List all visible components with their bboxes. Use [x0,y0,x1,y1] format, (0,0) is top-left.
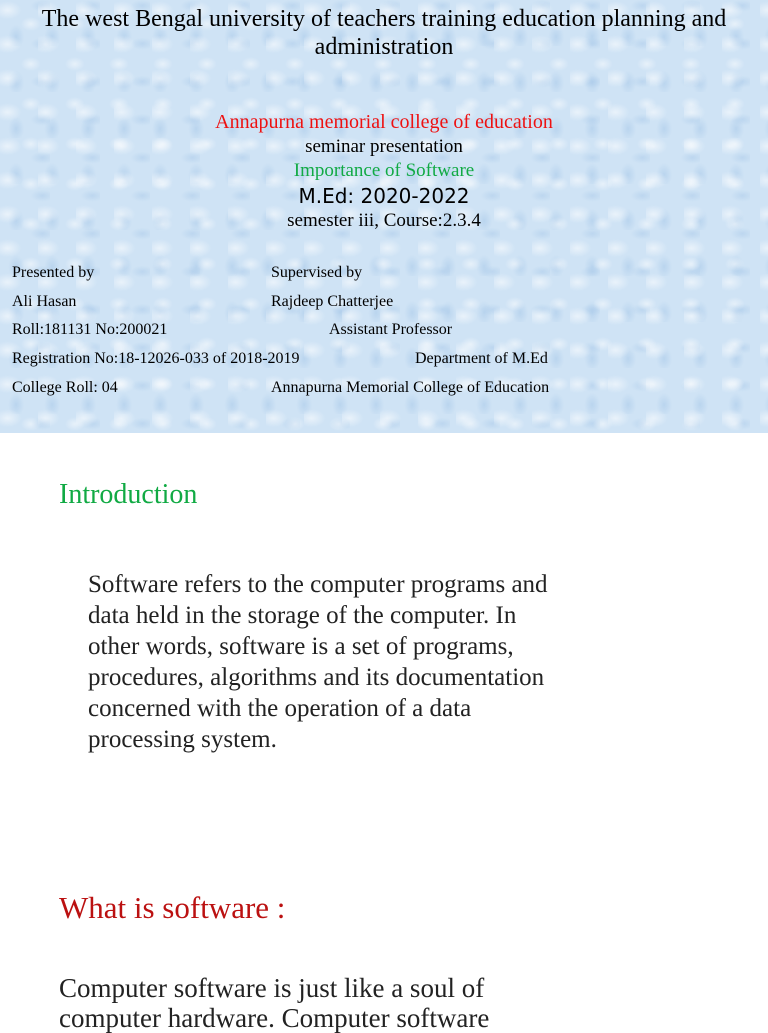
seminar-label: seminar presentation [305,136,463,157]
title-slide [0,0,768,433]
supervisor-designation: Assistant Professor [329,321,453,338]
topic-title: Importance of Software [293,160,475,181]
college-name: Annapurna memorial college of education [215,111,553,133]
med-session: M.Ed: 2020-2022 [298,184,470,208]
semester-course: semester iii, Course:2.3.4 [287,210,481,231]
university-title: The west Bengal university of teachers training education planning and administration [41,6,727,60]
presenter-roll: Roll:181131 No:200021 [12,321,168,338]
what-is-software-text: Computer software is just like a soul of computer hardware. Computer software [59,973,490,1033]
what-is-software-heading: What is software : [59,890,286,925]
presenter-registration: Registration No:18-12026-033 of 2018-2019 [12,350,300,367]
presenter-college-roll: College Roll: 04 [12,379,118,396]
supervisor-college: Annapurna Memorial College of Education [271,379,550,396]
presenter-name: Ali Hasan [12,293,77,310]
presented-by-label: Presented by [12,264,95,281]
supervisor-name: Rajdeep Chatterjee [271,293,394,310]
supervised-by-label: Supervised by [271,264,363,281]
introduction-text: Software refers to the computer programs and data held in the storage of the computer. In other words, software is a set of programs, procedures, algorithms and its documentation concerned with the operation of a data processing system. [88,571,548,753]
introduction-heading: Introduction [59,479,198,510]
supervisor-department: Department of M.Ed [415,350,548,367]
